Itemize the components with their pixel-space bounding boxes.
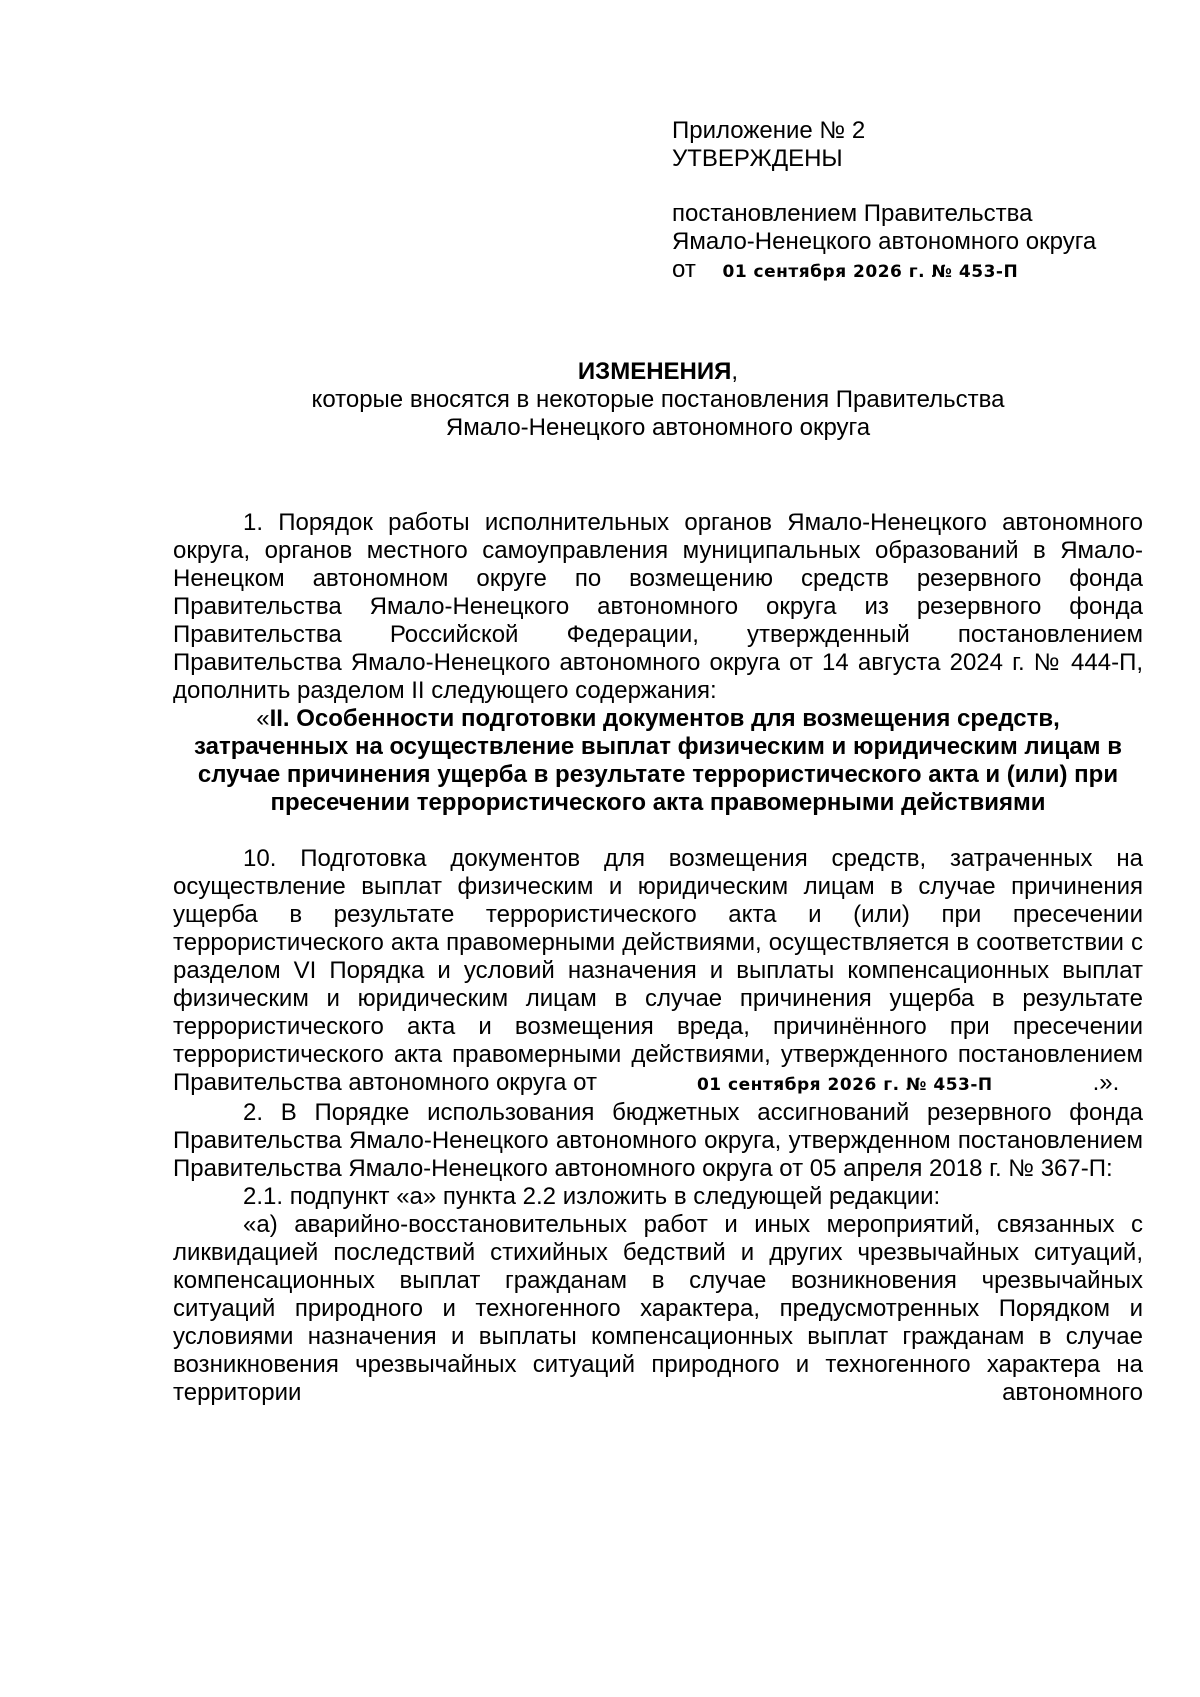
paragraph-10-text: 10. Подготовка документов для возмещения средств, затраченных на осуществление выплат физическим и юридическим лицам в случае причинения ущерба в результате террористического акта и (или) при пресечении террористического акта правомерными действиями, осуществляется в соответствии с разделом VI Порядка и условий назначения и выплаты компенсационных выплат физическим и юридическим лицам в случае причинения ущерба в результате террористического акта и возмещения вреда, причинённого при пресечении террористического акта правомерными действиями, утвержденного постановлением Правительства автономного округа от [173, 845, 1143, 1096]
document-body [173, 509, 1143, 1407]
paragraph-2: 2. В Порядке использования бюджетных ассигнований резервного фонда Правительства Ямало-Ненецкого автономного округа, утвержденном постановлением Правительства Ямало-Ненецкого автономного округа от 05 апреля 2018 г. № 367-П: [173, 1099, 1143, 1182]
paragraph-10-end: .». [1092, 1069, 1120, 1096]
section-heading-text: II. Особенности подготовки документов для возмещения средств, затраченных на осуществление выплат физическим и юридическим лицам в случае причинения ущерба в результате террористического акта и (или) при пресечении террористического акта правомерными действиями [194, 705, 1122, 816]
approved-label: УТВЕРЖДЕНЫ [672, 145, 843, 172]
from-label: от [672, 256, 696, 283]
document-title [173, 358, 1143, 386]
approved-by-line2: Ямало-Ненецкого автономного округа [672, 228, 1097, 255]
title-main: ИЗМЕНЕНИЯ [577, 358, 732, 385]
approval-date-line [672, 256, 1152, 286]
registration-stamp: 01 сентября 2026 г. № 453-П [722, 262, 1019, 282]
appendix-number: Приложение № 2 [672, 117, 866, 144]
paragraph-a: «а) аварийно-восстановительных работ и иных мероприятий, связанных с ликвидацией последствий стихийных бедствий и других чрезвычайных ситуаций, компенсационных выплат гражданам в случае возникновения чрезвычайных ситуаций природного и техногенного характера, предусмотренных Порядком и условиями назначения и выплаты компенсационных выплат гражданам в случае возникновения чрезвычайных ситуаций природного и техногенного характера на территории автономного [173, 1211, 1143, 1406]
document-title-block [173, 358, 1143, 442]
title-comma: , [731, 358, 739, 385]
appendix-block [672, 117, 1152, 286]
heading-open-quote: « [256, 705, 270, 732]
paragraph-10 [173, 845, 1143, 1099]
paragraph-1: 1. Порядок работы исполнительных органов Ямало-Ненецкого автономного округа, органов местного самоуправления муниципальных образований в Ямало-Ненецком автономном округе по возмещению средств резервного фонда Правительства Ямало-Ненецкого автономного округа из резервного фонда Правительства Российской Федерации, утвержденный постановлением Правительства Ямало-Ненецкого автономного округа от 14 августа 2024 г. № 444-П, дополнить разделом II следующего содержания: [173, 509, 1143, 704]
approved-by-line1: постановлением Правительства [672, 200, 1033, 227]
paragraph-10-stamp: 01 сентября 2026 г. № 453-П [696, 1075, 993, 1095]
paragraph-2-1: 2.1. подпункт «а» пункта 2.2 изложить в следующей редакции: [243, 1183, 941, 1210]
title-subline-2: Ямало-Ненецкого автономного округа [445, 414, 871, 441]
section-heading [173, 705, 1143, 817]
title-subline-1: которые вносятся в некоторые постановления Правительства [311, 386, 1005, 413]
